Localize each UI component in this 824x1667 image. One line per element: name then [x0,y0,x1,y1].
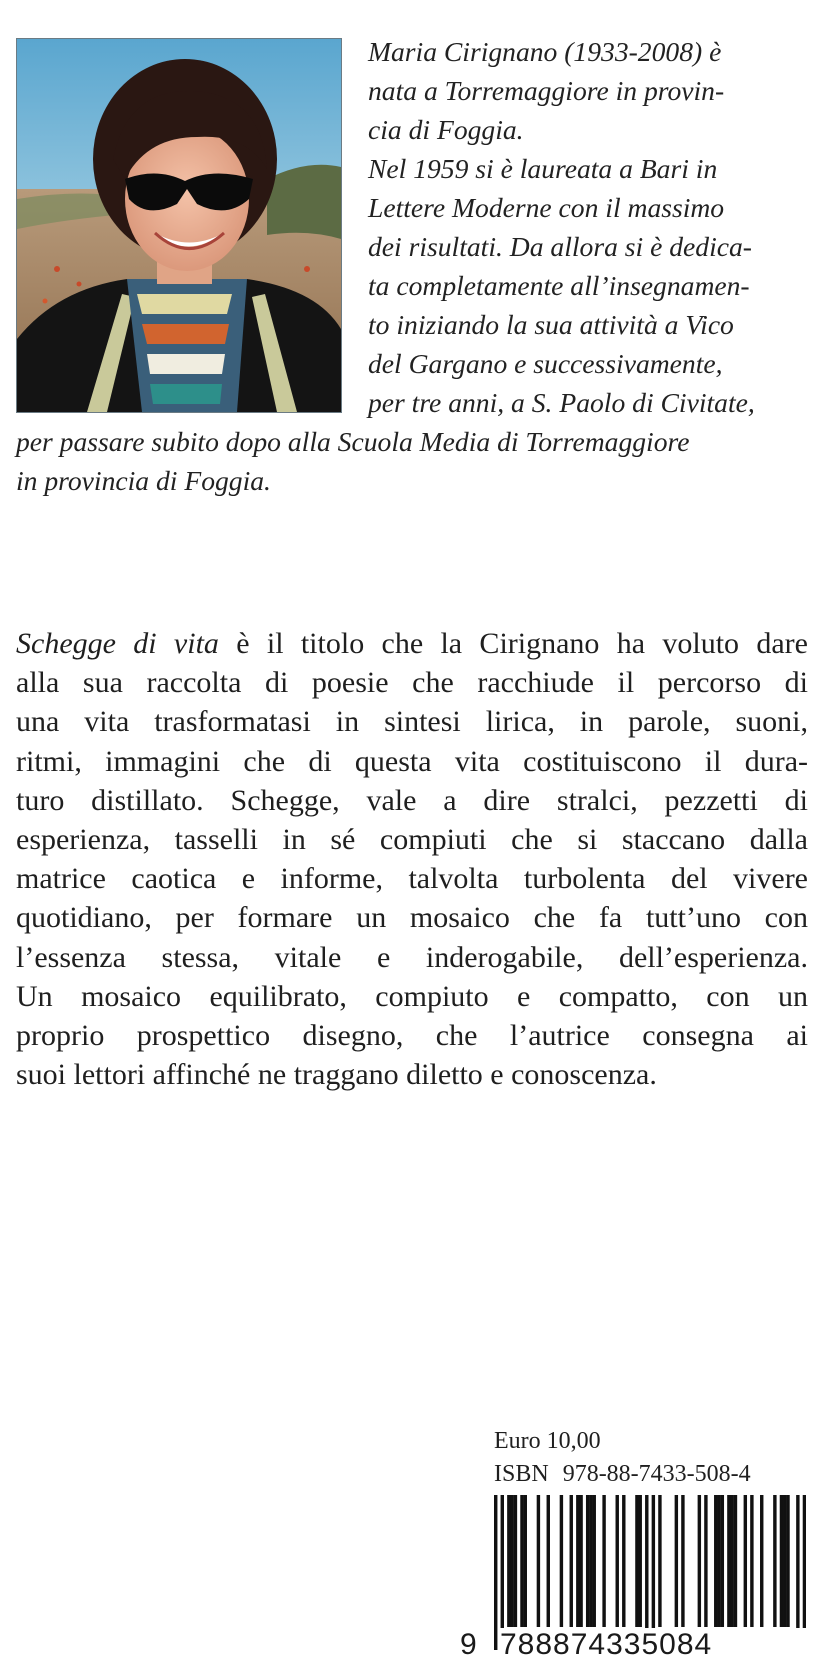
summary-line: esperienza, tasselli in sé compiuti che si staccano dalla [16,823,808,857]
summary-line: Un mosaico equilibrato, compiuto e compatto, con un [16,979,808,1013]
bio-line: cia di Foggia. [368,114,524,145]
barcode-bar [560,1495,563,1627]
barcode-bar [714,1495,717,1627]
barcode-digit-string: 788874335084 [500,1628,812,1662]
bio-line: per passare subito dopo alla Scuola Media di Torremaggiore [16,426,690,457]
bio-line: nata a Torremaggiore in provin- [368,75,725,106]
isbn-line [494,1458,804,1491]
barcode-bar [780,1495,783,1627]
barcode-bar [658,1495,661,1627]
barcode-bar [524,1495,527,1627]
price: Euro 10,00 [494,1428,601,1454]
bio-line: per tre anni, a S. Paolo di Civitate, [368,387,755,418]
barcode-bar [730,1495,733,1627]
barcode-bar [645,1495,648,1650]
summary-line: ritmi, immagini che di questa vita costituiscono il dura- [16,744,808,778]
bio-line: dei risultati. Da allora si è dedica- [368,231,752,262]
summary-line [16,624,808,663]
book-summary [16,624,808,1094]
barcode-bar [704,1495,707,1627]
barcode-bar [635,1495,638,1627]
isbn-label: ISBN [494,1461,549,1487]
bio-line: del Gargano e successivamente, [368,348,723,379]
isbn-value: 978-88-7433-508-4 [562,1461,751,1487]
barcode-bar [727,1495,730,1627]
barcode-bar [514,1495,517,1627]
barcode-bar [652,1495,655,1650]
price-isbn-block [494,1425,804,1491]
summary-line: l’essenza stessa, vitale e inderogabile, dell’esperienza. [16,940,808,974]
barcode-bar [501,1495,504,1650]
barcode-bar [602,1495,605,1627]
barcode-bar [773,1495,776,1627]
barcode-bar [783,1495,786,1627]
barcode-bar [734,1495,737,1627]
barcode [494,1495,806,1650]
summary-line: turo distillato. Schegge, vale a dire stralci, pezzetti di [16,783,808,817]
barcode-bar [721,1495,724,1627]
summary-line: una vita trasformatasi in sintesi lirica, in parole, suoni, [16,705,808,739]
barcode-bar [717,1495,720,1627]
summary-line: suoi lettori affinché ne traggano diletto e conoscenza. [16,1058,657,1092]
barcode-bar [507,1495,510,1627]
barcode-bar [510,1495,513,1627]
barcode-bar [786,1495,789,1627]
barcode-icon [494,1495,806,1650]
bio-line: to iniziando la sua attività a Vico [368,309,734,340]
author-bio [16,32,804,500]
barcode-bar [547,1495,550,1627]
summary-line: matrice caotica e informe, talvolta turbolenta del vivere [16,862,808,896]
barcode-bar [675,1495,678,1627]
bio-line: ta completamente all’insegnamen- [368,270,750,301]
barcode-bar [570,1495,573,1627]
bio-line: in provincia di Foggia. [16,465,271,496]
bio-line: Nel 1959 si è laureata a Bari in [368,153,718,184]
barcode-bar [803,1495,806,1650]
barcode-bar [681,1495,684,1627]
barcode-bar [593,1495,596,1627]
barcode-bar [520,1495,523,1627]
book-title: Schegge di vita [16,627,219,660]
barcode-bar [537,1495,540,1627]
barcode-bar [750,1495,753,1627]
summary-line: proprio prospettico disegno, che l’autrice consegna ai [16,1019,808,1053]
barcode-bar [494,1495,497,1650]
barcode-bar [579,1495,582,1627]
barcode-bar [796,1495,799,1650]
barcode-bar [576,1495,579,1627]
summary-line: quotidiano, per formare un mosaico che fa tutt’uno con [16,901,808,935]
barcode-bar [744,1495,747,1627]
barcode-bar [586,1495,589,1627]
barcode-bar [698,1495,701,1627]
summary-line: alla sua raccolta di poesie che racchiude il percorso di [16,666,808,700]
bio-line: Lettere Moderne con il massimo [368,192,725,223]
summary-first-line-rest: è il titolo che la Cirignano ha voluto dare [218,627,808,660]
barcode-lead-digit: 9 [460,1628,477,1661]
barcode-bar [639,1495,642,1627]
bio-line: Maria Cirignano (1933-2008) è [368,36,722,67]
barcode-bar [589,1495,592,1627]
barcode-bar [760,1495,763,1627]
barcode-bar [616,1495,619,1627]
barcode-bar [622,1495,625,1627]
